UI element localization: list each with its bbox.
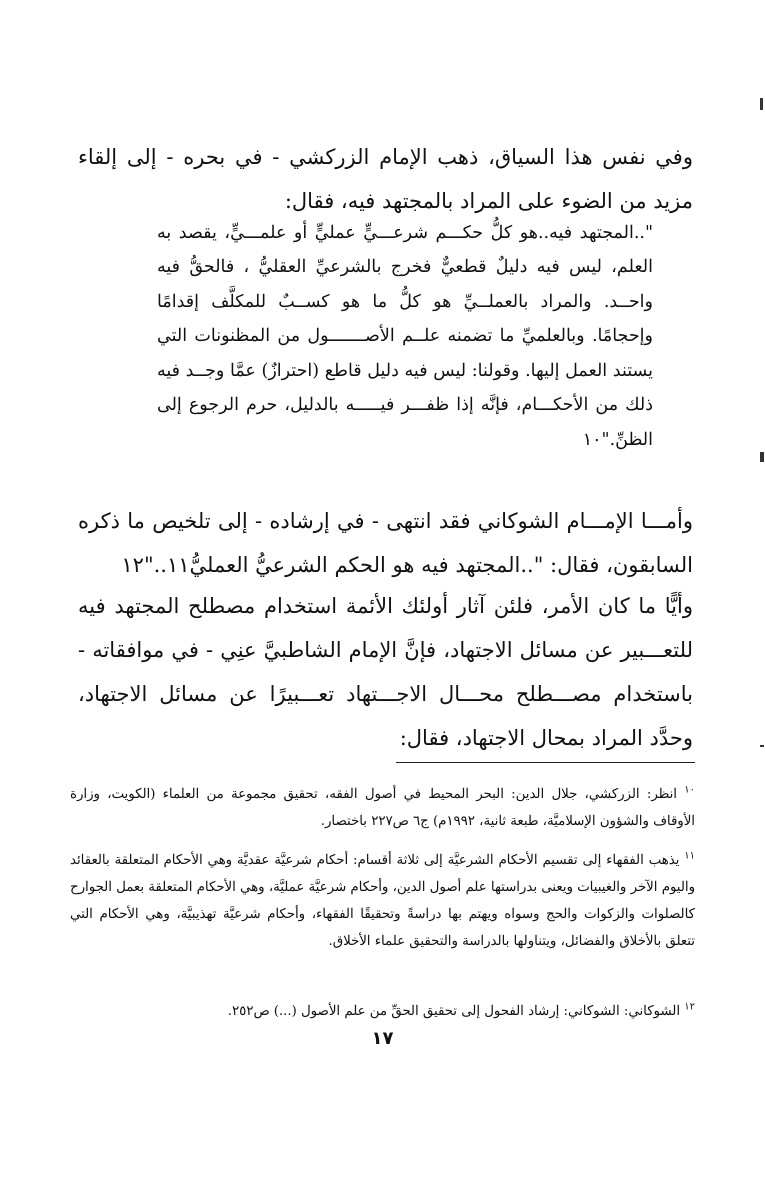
footnote-12 xyxy=(70,998,695,1025)
footnote-10 xyxy=(70,781,695,835)
scan-edge-mark xyxy=(760,745,764,747)
footnote-12-text: الشوكاني: الشوكاني: إرشاد الفحول إلى تحقيق الحقِّ من علم الأصول (...) ص٢٥٢. xyxy=(227,1004,681,1020)
footnote-11-number: ١١ xyxy=(684,850,696,862)
paragraph-shawkani: وأمـــا الإمـــام الشوكاني فقد انتهى - في إرشاده - إلى تلخيص ما ذكره السابقون، فقال: "..المجتهد فيه هو الحكم الشرعيُّ العمليُّ١١.."١٢ xyxy=(78,509,693,577)
scan-edge-mark xyxy=(760,98,763,110)
footnote-11 xyxy=(70,847,695,955)
footnote-separator xyxy=(396,762,695,763)
page-number: ١٧ xyxy=(371,1028,394,1049)
footnote-11-text: يذهب الفقهاء إلى تقسيم الأحكام الشرعيَّة إلى ثلاثة أقسام: أحكام شرعيَّة عقديَّة وهي الأحكام المتعلقة بالعقائد واليوم الآخر والغيبيات ويعنى بدراستها علم أصول الدين، وأحكام شرعيَّة عمليَّة، وهي الأحكام المتعلقة بعمل الجوارح كالصلوات والزكوات والحج وسواه ويهتم بها دراسةً وتحقيقًا الفقهاء، وأحكام شرعيَّة تهذيبيَّة، وهي الأحكام التي تتعلق بالأخلاق والفضائل، ويتناولها بالدراسة والتحقيق علماء الأخلاق. xyxy=(70,853,695,950)
footnote-10-number: ١٠ xyxy=(684,784,695,796)
zarkashi-quote: "..المجتهد فيه..هو كلُّ حكـــم شرعـــيٍّ عمليٍّ أو علمـــيٍّ، يقصد به العلم، ليس فيه دليلٌ قطعيٌّ فخرج بالشرعيِّ العقليُّ ، فالحقُّ فيه واحــد. والمراد بالعملــيِّ هو كلُّ ما هو كســبٌ للمكلَّف إقدامًا وإحجامًا. وبالعلميِّ ما تضمنه علــم الأصـــــــول من المظنونات التي يستند العمل إليها. وقولنا: ليس فيه دليل قاطع (احترازٌ) عمَّا وجــد فيه ذلك من الأحكـــام، فإنَّه إذا ظفـــر فيـــــه بالدليل، حرم الرجوع إلى الظنِّ."١٠ xyxy=(157,222,653,450)
paragraph-shatibi: وأيًّا ما كان الأمر، فلئن آثار أولئك الأئمة استخدام مصطلح المجتهد فيه للتعـــبير عن مسائل الاجتهاد، فإنَّ الإمام الشاطبيَّ عنِي - في موافقاته - باستخدام مصـــطلح محـــال الاجـــتهاد تعـــبيرًا عن مسائل الاجتهاد، وحدَّد المراد بمحال الاجتهاد، فقال: xyxy=(78,594,693,750)
paragraph-zarkashi-intro: وفي نفس هذا السياق، ذهب الإمام الزركشي - في بحره - إلى إلقاء مزيد من الضوء على المراد بالمجتهد فيه، فقال: xyxy=(78,145,693,213)
footnote-12-number: ١٢ xyxy=(684,1001,695,1013)
scan-edge-mark xyxy=(760,452,764,462)
footnote-10-text: انظر: الزركشي، جلال الدين: البحر المحيط في أصول الفقه، تحقيق مجموعة من العلماء (الكويت، وزارة الأوقاف والشؤون الإسلاميَّة، طبعة ثانية، ١٩٩٢م) ج٦ ص٢٢٧ باختصار. xyxy=(70,787,695,830)
